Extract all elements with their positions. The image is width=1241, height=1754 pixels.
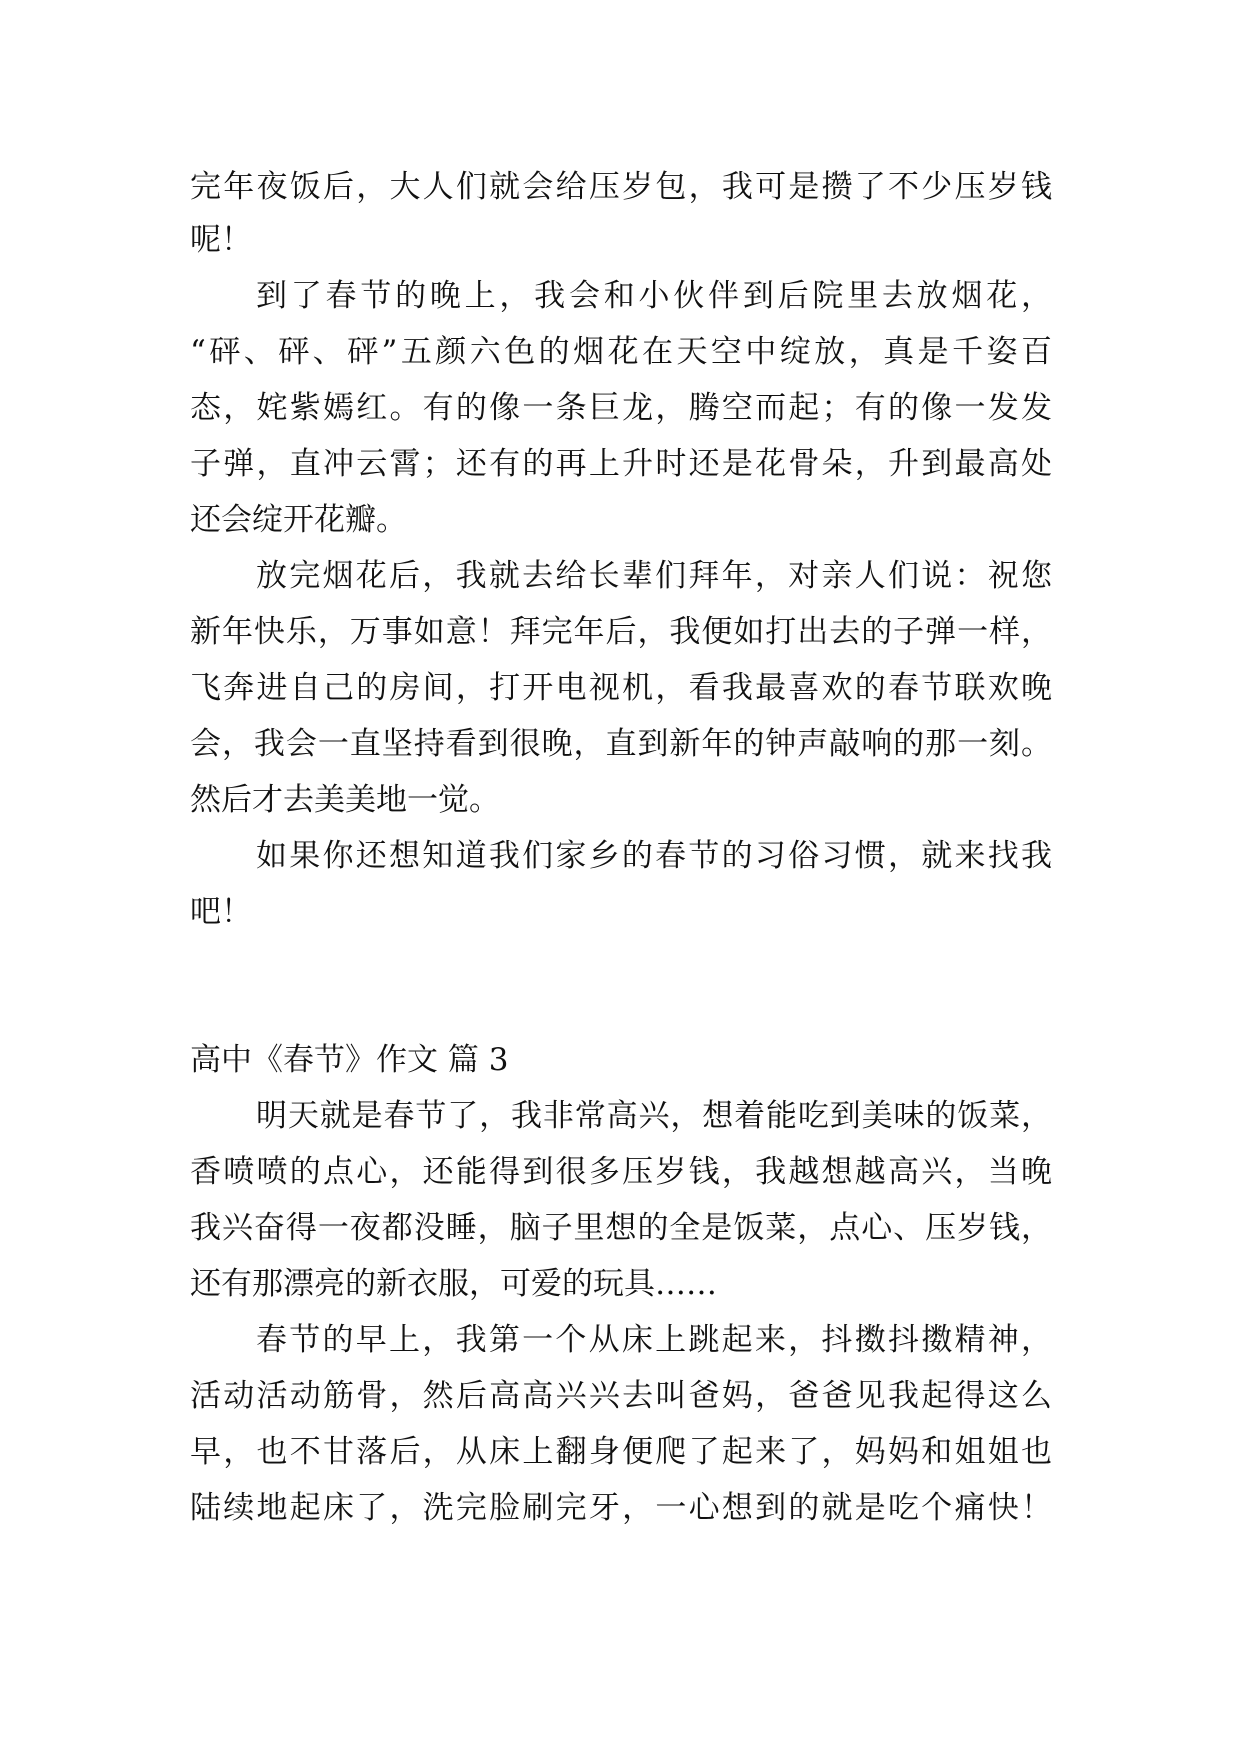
text-line: 完年夜饭后，大人们就会给压岁包，我可是攒了不少压岁钱 [190,169,1052,205]
text-line: 我兴奋得一夜都没睡，脑子里想的全是饭菜，点心、压岁钱， [190,1210,1052,1246]
text-line: 会，我会一直坚持看到很晚，直到新年的钟声敲响的那一刻。 [190,726,1052,762]
paragraph-first-line: 春节的早上，我第一个从床上跳起来，抖擞抖擞精神， [256,1322,1052,1358]
text-line: 还有那漂亮的新衣服，可爱的玩具…… [190,1266,717,1302]
paragraph-first-line: 明天就是春节了，我非常高兴，想着能吃到美味的饭菜， [256,1098,1052,1134]
text-line: 子弹，直冲云霄；还有的再上升时还是花骨朵，升到最高处 [190,446,1052,482]
text-line: 新年快乐，万事如意！拜完年后，我便如打出去的子弹一样， [190,614,1052,650]
text-line: 早，也不甘落后，从床上翻身便爬了起来了，妈妈和姐姐也 [190,1434,1052,1470]
text-line: 吧！ [190,894,252,930]
text-line: 呢！ [190,222,252,258]
paragraph-first-line: 放完烟花后，我就去给长辈们拜年，对亲人们说：祝您 [256,558,1052,594]
text-line: 香喷喷的点心，还能得到很多压岁钱，我越想越高兴，当晚 [190,1154,1052,1190]
text-line: 飞奔进自己的房间，打开电视机，看我最喜欢的春节联欢晚 [190,670,1052,706]
text-line: 还会绽开花瓣。 [190,502,407,538]
section-heading: 高中《春节》作文 篇 3 [190,1042,509,1078]
text-line: “砰、砰、砰”五颜六色的烟花在天空中绽放，真是千姿百 [190,334,1052,370]
text-line: 态，姹紫嫣红。有的像一条巨龙，腾空而起；有的像一发发 [190,390,1052,426]
paragraph-first-line: 如果你还想知道我们家乡的春节的习俗习惯，就来找我 [256,838,1052,874]
text-line: 陆续地起床了，洗完脸刷完牙，一心想到的就是吃个痛快！ [190,1490,1052,1526]
text-line: 活动活动筋骨，然后高高兴兴去叫爸妈，爸爸见我起得这么 [190,1378,1052,1414]
text-line: 然后才去美美地一觉。 [190,782,500,818]
paragraph-first-line: 到了春节的晚上，我会和小伙伴到后院里去放烟花， [256,278,1052,314]
